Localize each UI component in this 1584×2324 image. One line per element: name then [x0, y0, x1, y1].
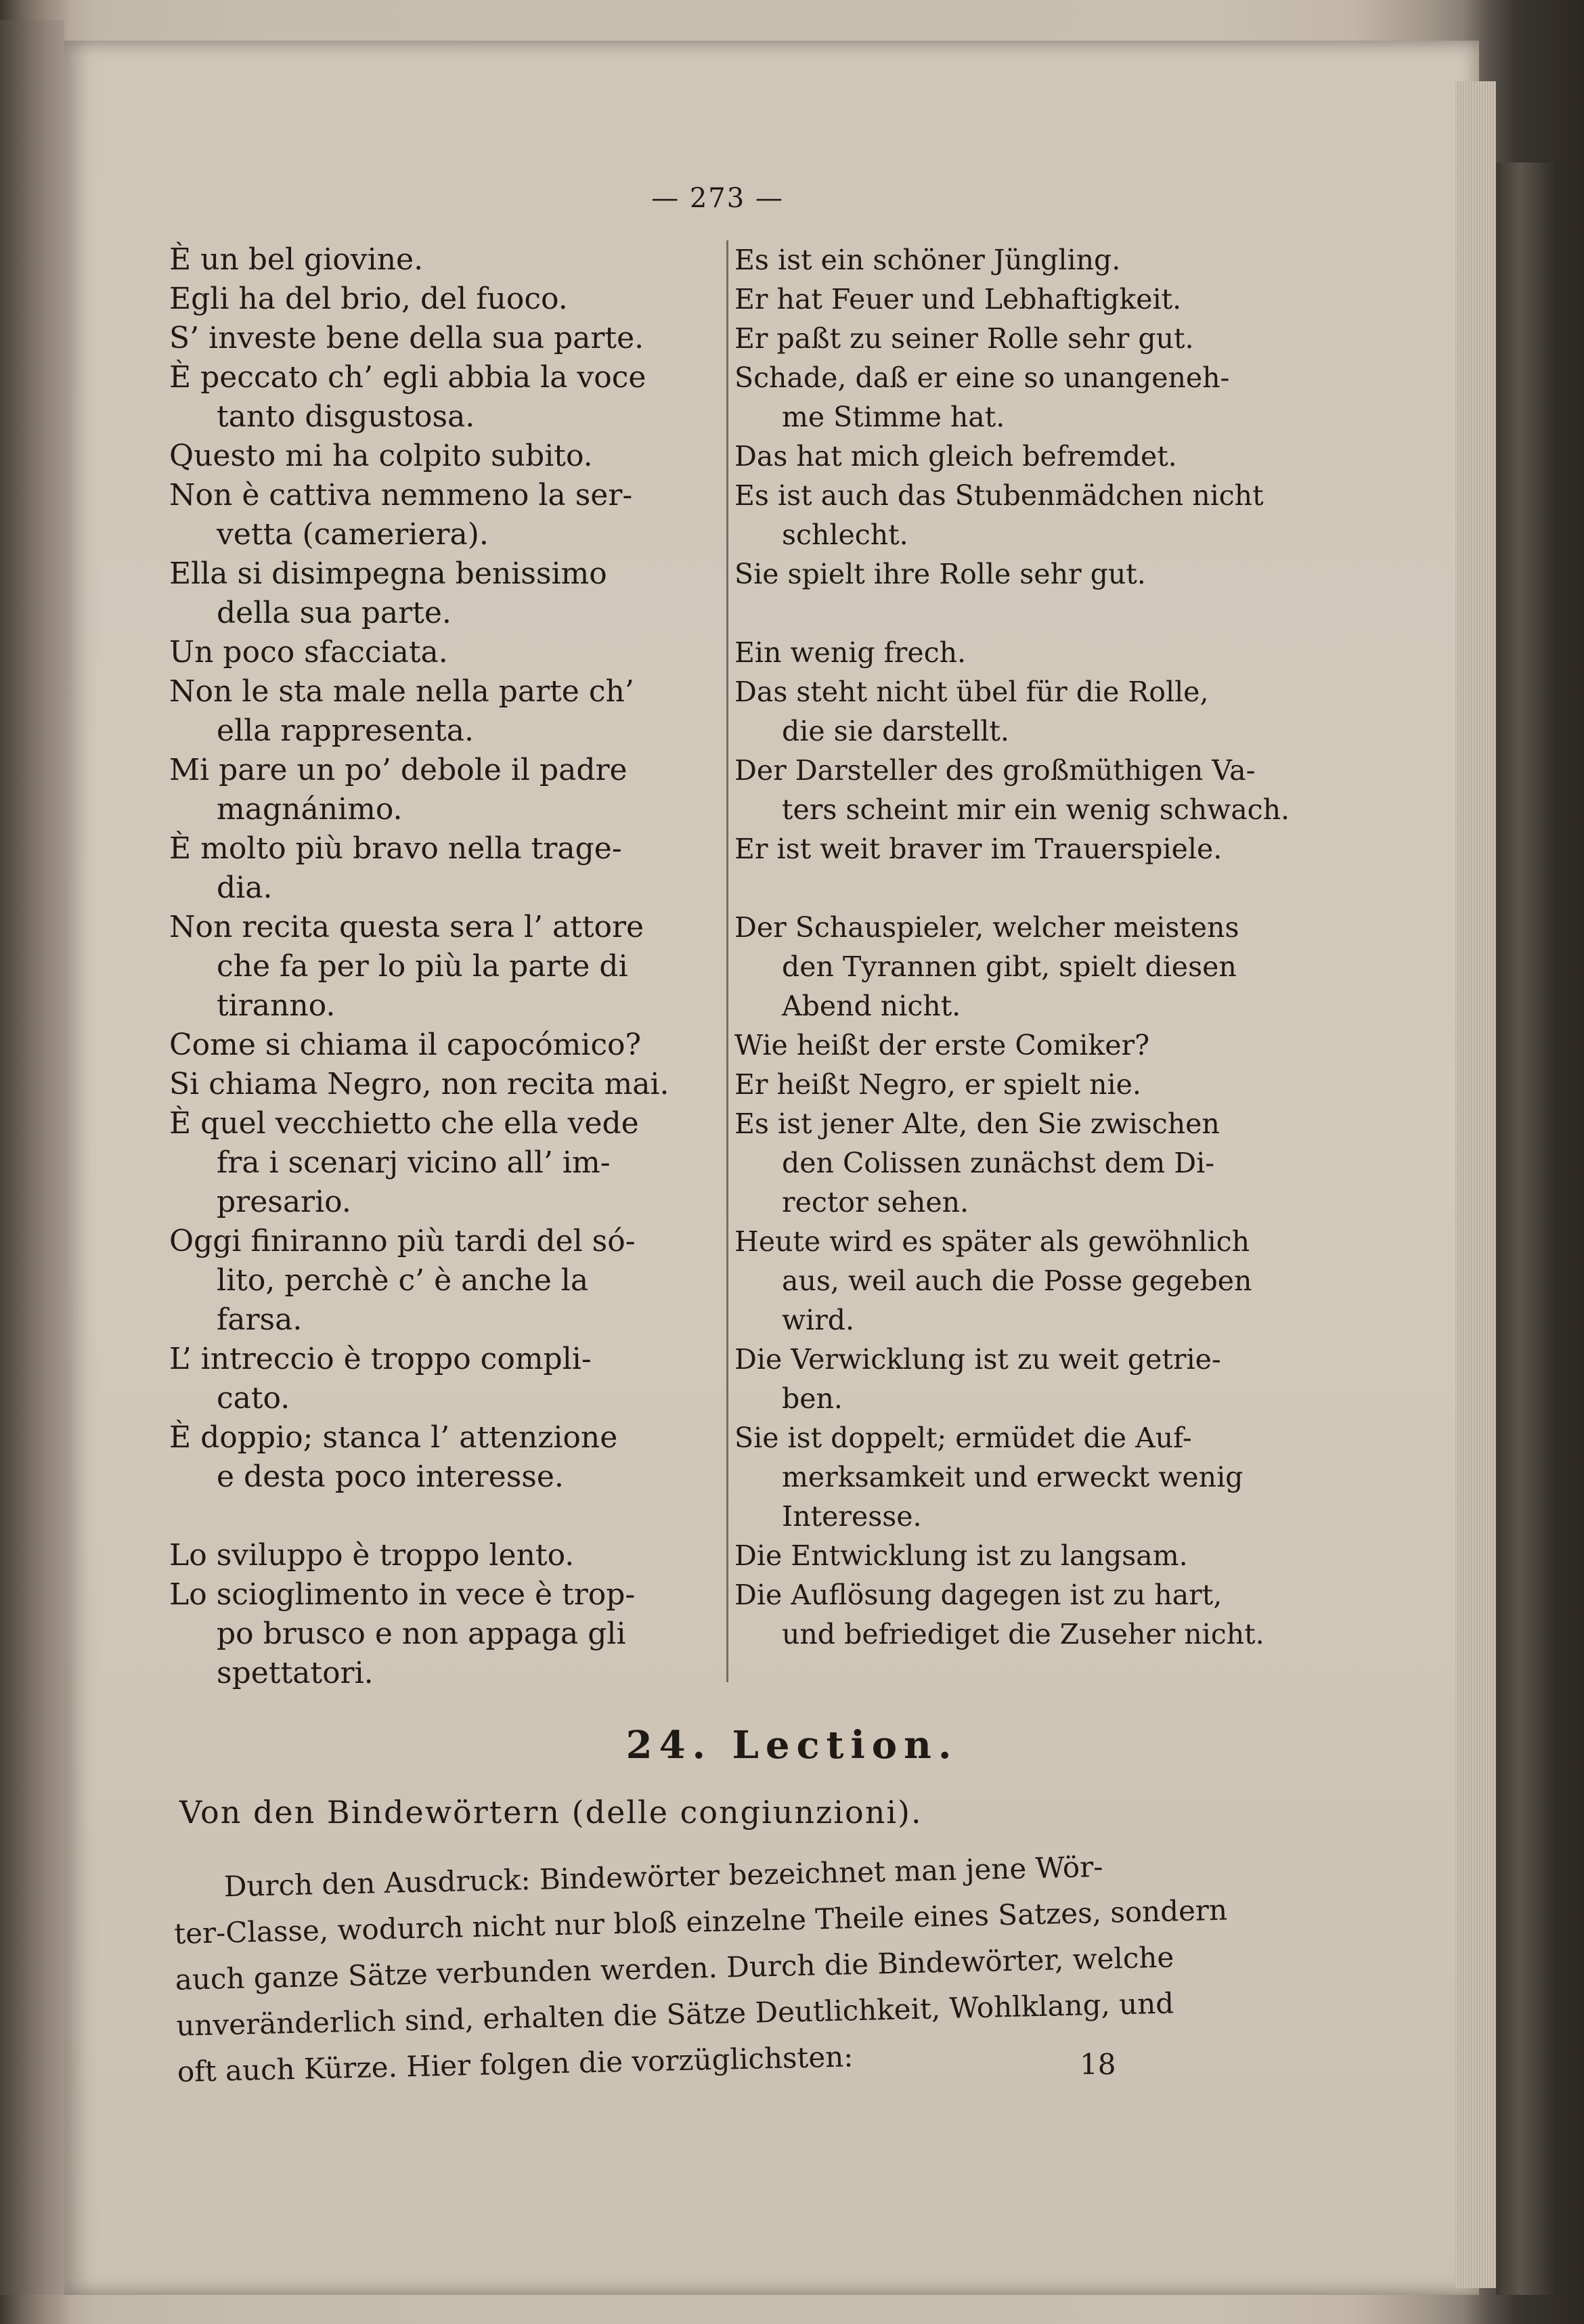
german-line: merksamkeit und erweckt wenig [782, 1461, 1244, 1493]
italian-line: Non recita questa sera l’ attore [169, 910, 644, 944]
italian-line: È doppio; stanca l’ attenzione [169, 1420, 618, 1455]
intro-line: unveränderlich sind, erhalten die Sätze Deutlichkeit, Wohlklang, und [175, 1986, 1174, 2042]
german-line: ters scheint mir ein wenig schwach. [782, 793, 1290, 826]
italian-line: farsa. [217, 1302, 303, 1337]
italian-line: che fa per lo più la parte di [217, 949, 628, 984]
italian-line: S’ investe bene della sua parte. [169, 321, 644, 355]
italian-line: tanto disgustosa. [217, 399, 475, 434]
page-stack-edge [1455, 81, 1496, 2288]
italian-line: spettatori. [217, 1656, 374, 1690]
german-line: wird. [782, 1304, 855, 1336]
german-line: den Colissen zunächst dem Di- [782, 1147, 1215, 1179]
page-number: — 273 — [651, 183, 784, 214]
book-cover-edge [1496, 162, 1557, 2295]
section-subtitle: Von den Bindewörtern (delle congiunzioni). [179, 1794, 923, 1830]
german-line: Die Entwicklung ist zu langsam. [734, 1539, 1188, 1572]
italian-line: della sua parte. [217, 596, 452, 630]
italian-line: e desta poco interesse. [217, 1460, 564, 1494]
german-line: Die Auflösung dagegen ist zu hart, [734, 1579, 1223, 1611]
italian-line: tiranno. [217, 988, 336, 1023]
italian-line: po brusco e non appaga gli [217, 1617, 626, 1651]
italian-line: presario. [217, 1185, 351, 1219]
intro-paragraph [173, 1839, 1301, 2095]
italian-line: È peccato ch’ egli abbia la voce [169, 360, 646, 395]
german-line: Wie heißt der erste Comiker? [734, 1029, 1150, 1061]
italian-line: dia. [217, 871, 273, 905]
italian-line: È quel vecchietto che ella vede [169, 1106, 639, 1141]
italian-line: È un bel giovine. [169, 242, 424, 277]
german-line: rector sehen. [782, 1186, 969, 1219]
german-line: Interesse. [782, 1500, 922, 1533]
german-line: Es ist jener Alte, den Sie zwischen [734, 1108, 1220, 1140]
german-line: die sie darstellt. [782, 715, 1009, 747]
german-line: aus, weil auch die Posse gegeben [782, 1265, 1252, 1297]
italian-column [169, 240, 724, 1693]
german-line: Es ist ein schöner Jüngling. [734, 244, 1121, 276]
german-line: Er heißt Negro, er spielt nie. [734, 1068, 1141, 1101]
italian-line: Oggi finiranno più tardi del só- [169, 1224, 636, 1258]
german-line: Abend nicht. [782, 990, 961, 1022]
german-line: Ein wenig frech. [734, 636, 967, 669]
german-line: Heute wird es später als gewöhnlich [734, 1225, 1250, 1258]
italian-line: ella rappresenta. [217, 714, 474, 748]
italian-line: Ella si disimpegna benissimo [169, 556, 607, 591]
german-line: Das steht nicht übel für die Rolle, [734, 676, 1209, 708]
italian-line: cato. [217, 1381, 290, 1416]
german-line: schlecht. [782, 519, 908, 551]
italian-line: Egli ha del brio, del fuoco. [169, 282, 568, 316]
column-divider [726, 240, 728, 1682]
german-line [734, 869, 1296, 908]
german-line: Sie ist doppelt; ermüdet die Auf- [734, 1422, 1192, 1454]
italian-line: Questo mi ha colpito subito. [169, 439, 593, 473]
signature-mark: 18 [1080, 2048, 1116, 2081]
german-line: den Tyrannen gibt, spielt diesen [782, 950, 1237, 983]
german-line: Er ist weit braver im Trauerspiele. [734, 833, 1223, 865]
german-line: Die Verwicklung ist zu weit getrie- [734, 1343, 1221, 1376]
german-line: Der Darsteller des großmüthigen Va- [734, 754, 1256, 787]
german-line: Schade, daß er eine so unangeneh- [734, 361, 1230, 394]
italian-line: Mi pare un po’ debole il padre [169, 753, 628, 787]
left-page-edge [0, 20, 64, 2295]
italian-line: Un poco sfacciata. [169, 635, 448, 670]
section-title: 24. Lection. [625, 1723, 959, 1768]
german-line: Sie spielt ihre Rolle sehr gut. [734, 558, 1146, 590]
italian-line: lito, perchè c’ è anche la [217, 1263, 589, 1298]
italian-line: L’ intreccio è troppo compli- [169, 1342, 592, 1376]
italian-line: Non è cattiva nemmeno la ser- [169, 478, 633, 512]
german-line: Der Schauspieler, welcher meistens [734, 911, 1239, 944]
intro-line: Durch den Ausdruck: Bindewörter bezeichnet man jene Wör- [223, 1849, 1103, 1904]
german-line: Er hat Feuer und Lebhaftigkeit. [734, 283, 1182, 315]
italian-line: fra i scenarj vicino all’ im- [217, 1145, 611, 1180]
intro-line: ter-Classe, wodurch nicht nur bloß einzelne Theile eines Satzes, sondern [173, 1893, 1228, 1950]
italian-line: Si chiama Negro, non recita mai. [169, 1067, 669, 1101]
italian-line: magnánimo. [217, 792, 403, 827]
german-line: Er paßt zu seiner Rolle sehr gut. [734, 322, 1194, 355]
italian-line: vetta (cameriera). [217, 517, 489, 552]
german-line: me Stimme hat. [782, 401, 1005, 433]
italian-line: Come si chiama il capocómico? [169, 1028, 642, 1062]
german-line: Es ist auch das Stubenmädchen nicht [734, 479, 1264, 512]
german-column [734, 240, 1296, 1654]
german-line: Das hat mich gleich befremdet. [734, 440, 1177, 473]
italian-line [169, 1497, 724, 1536]
intro-line: oft auch Kürze. Hier folgen die vorzüglichsten: [177, 2040, 854, 2088]
italian-line: Lo sviluppo è troppo lento. [169, 1538, 575, 1573]
italian-line: Non le sta male nella parte ch’ [169, 674, 634, 709]
intro-line: auch ganze Sätze verbunden werden. Durch die Bindewörter, welche [175, 1940, 1174, 1996]
german-line [734, 594, 1296, 633]
italian-line: È molto più bravo nella trage- [169, 831, 622, 866]
german-line: und befriediget die Zuseher nicht. [782, 1618, 1264, 1650]
italian-line: Lo scioglimento in vece è trop- [169, 1577, 636, 1612]
german-line: ben. [782, 1382, 843, 1415]
